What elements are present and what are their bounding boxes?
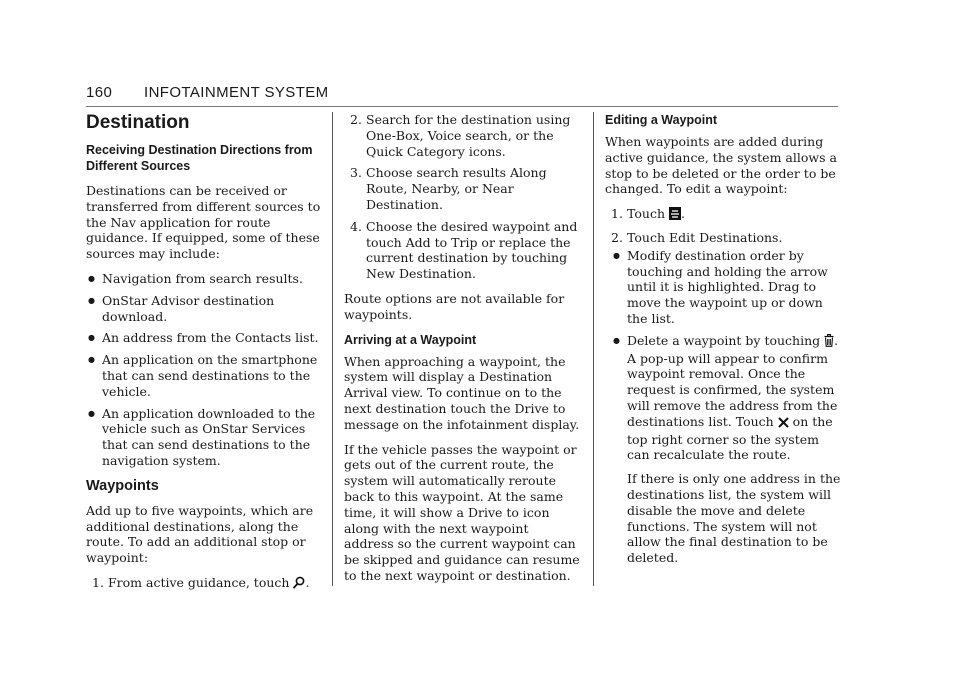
step-number: 1. (92, 574, 104, 590)
heading-editing: Editing a Waypoint (605, 113, 718, 127)
step-item (344, 219, 580, 282)
intro-paragraph: Destinations can be received or transferred from different sources to the Nav application for route guidance. If equipped, some of these sources may include: (86, 183, 321, 262)
page-number: 160 (86, 84, 113, 101)
list-item: ● An application downloaded to the vehicle such as OnStar Services that can send destinations to the navigation system. (86, 406, 322, 469)
step-item (605, 206, 841, 224)
sub-list-wrapper (627, 248, 841, 566)
list-item (605, 333, 841, 566)
delete-instruction-middle: . A pop-up will appear to confirm waypoint removal. Once the request is confirmed, the system will remove the address from the destinations list. Touch (627, 332, 839, 429)
step-text: From active guidance, touch (108, 574, 290, 590)
page-title: Destination (86, 112, 190, 133)
step-number: 2. (350, 112, 362, 127)
single-address-note: If there is only one address in the destinations list, the system will disable the move and delete functions. The system will not allow the final destination to be deleted. (627, 471, 841, 566)
step-number: 3. (350, 165, 362, 181)
steps-list (86, 575, 322, 593)
edit-steps-list (605, 206, 841, 566)
step-number: 1. (611, 206, 623, 222)
list-item: ● An application on the smartphone that can send destinations to the vehicle. (86, 352, 322, 399)
list-item: ● OnStar Advisor destination download. (86, 293, 322, 325)
search-icon (293, 576, 305, 593)
arriving-paragraph-1: When approaching a waypoint, the system will display a Destination Arrival view. To continue on to the next destination touch the Drive to message on the infotainment display. (344, 353, 580, 432)
section-title: INFOTAINMENT SYSTEM (144, 84, 329, 101)
list-item: ● An address from the Contacts list. (86, 330, 322, 346)
step-item (605, 230, 841, 566)
step-number: 4. (350, 218, 362, 234)
list-item: ● Navigation from search results. (86, 271, 322, 287)
page-header (86, 84, 838, 107)
close-x-icon (778, 416, 789, 432)
step-text: Search for the destination using One-Box, Voice search, or the Quick Category icons. (366, 112, 571, 159)
step-text: Touch (627, 206, 665, 222)
list-item: ● Modify destination order by touching and holding the arrow until it is highlighted. Drag to move the waypoint up or down the list. (605, 248, 841, 327)
step-end: . (680, 206, 685, 222)
heading-arriving: Arriving at a Waypoint (344, 332, 477, 347)
sources-list (86, 271, 322, 469)
heading-waypoints: Waypoints (86, 477, 159, 494)
editing-intro: When waypoints are added during active guidance, the system allows a stop to be deleted or the order to be changed. To edit a waypoint: (605, 134, 837, 197)
trash-icon (824, 334, 834, 351)
arriving-paragraph-2: If the vehicle passes the waypoint or gets out of the current route, the system will automatically reroute back to this waypoint. At the same time, it will show a Drive to icon along with the next waypoint address so the current waypoint can be skipped and guidance can resume to the next waypoint or destination. (344, 441, 580, 583)
route-note: Route options are not available for waypoints. (344, 290, 565, 322)
column-2 (344, 112, 580, 593)
column-divider (593, 112, 594, 586)
subheading-receiving: Receiving Destination Directions from Different Sources (86, 143, 313, 173)
step-text: Choose search results Along Route, Nearby, or Near Destination. (366, 165, 547, 212)
delete-instruction-start: Delete a waypoint by touching (627, 332, 821, 348)
steps-list-continued (344, 112, 580, 282)
edit-options-list (605, 248, 841, 566)
waypoints-intro: Add up to five waypoints, which are additional destinations, along the route. To add an additional stop or waypoint: (86, 502, 314, 566)
step-end: . (305, 574, 310, 590)
step-item (344, 112, 580, 159)
step-item (86, 575, 322, 593)
step-text: Touch Edit Destinations. (627, 229, 783, 245)
column-1 (86, 112, 322, 602)
column-divider (332, 112, 333, 586)
delete-instruction-end: on the top right corner so the system can recalculate the route. (627, 413, 833, 463)
step-number: 2. (611, 229, 623, 245)
step-text: Choose the desired waypoint and touch Add to Trip or replace the current destination by touching New Destination. (366, 218, 578, 282)
step-item (344, 165, 580, 212)
edit-list-icon (669, 207, 681, 224)
column-3 (605, 112, 841, 575)
